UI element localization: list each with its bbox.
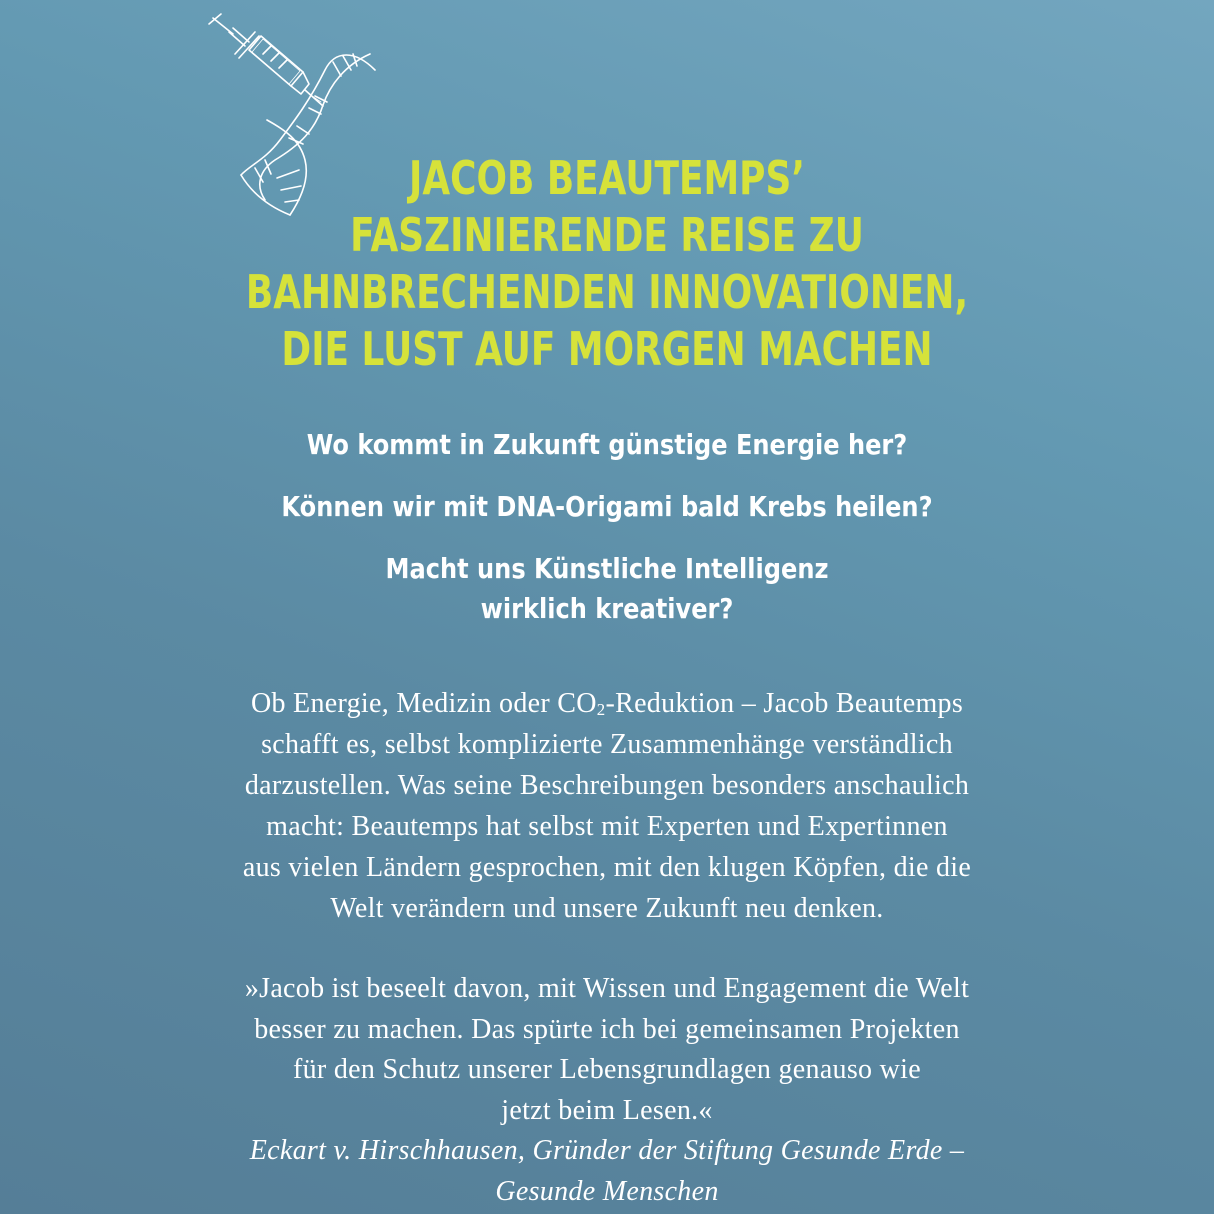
quote-line-3: für den Schutz unserer Lebensgrundlagen genauso wie	[293, 1054, 921, 1085]
description-line-2: schafft es, selbst komplizierte Zusammenhänge verständlich	[261, 729, 953, 760]
quote-attribution-line-2: Gesunde Menschen	[495, 1175, 719, 1207]
question-energy: Wo kommt in Zukunft günstige Energie her?	[306, 428, 908, 461]
quote-line-2: besser zu machen. Das spürte ich bei gemeinsamen Projekten	[254, 1013, 960, 1045]
quote-attribution-line-1: Eckart v. Hirschhausen, Gründer der Stiftung Gesunde Erde –	[249, 1135, 965, 1166]
questions	[85, 425, 1129, 651]
question-dna-origami: Können wir mit DNA-Origami bald Krebs heilen?	[281, 490, 933, 523]
description-line-4: macht: Beautemps hat selbst mit Experten und Expertinnen	[266, 811, 948, 842]
description-paragraph	[0, 683, 1214, 929]
description-line-6: Welt verändern und unsere Zukunft neu denken.	[330, 893, 884, 924]
headline-line-1: JACOB BEAUTEMPS’	[409, 151, 805, 205]
headline	[134, 150, 1081, 378]
quote-line-4: jetzt beim Lesen.«	[501, 1094, 713, 1126]
headline-line-3: BAHNBRECHENDEN INNOVATIONEN,	[245, 265, 969, 319]
description-line-1: Ob Energie, Medizin oder $CO_2$-Reduktion – Jacob Beautemps	[250, 688, 964, 719]
description-line-5: aus vielen Ländern gesprochen, mit den klugen Köpfen, die die	[242, 852, 972, 883]
headline-line-4: DIE LUST AUF MORGEN MACHEN	[281, 322, 933, 376]
question-ai	[85, 549, 1129, 629]
testimonial-quote	[0, 969, 1214, 1212]
question-ai-line-2: wirklich kreativer?	[480, 592, 734, 625]
headline-line-2: FASZINIERENDE REISE ZU	[350, 208, 864, 262]
question-ai-line-1: Macht uns Künstliche Intelligenz	[385, 552, 829, 585]
quote-line-1: »Jacob ist beseelt davon, mit Wissen und Engagement die Welt	[244, 973, 970, 1004]
description-line-3: darzustellen. Was seine Beschreibungen besonders anschaulich	[244, 770, 970, 801]
